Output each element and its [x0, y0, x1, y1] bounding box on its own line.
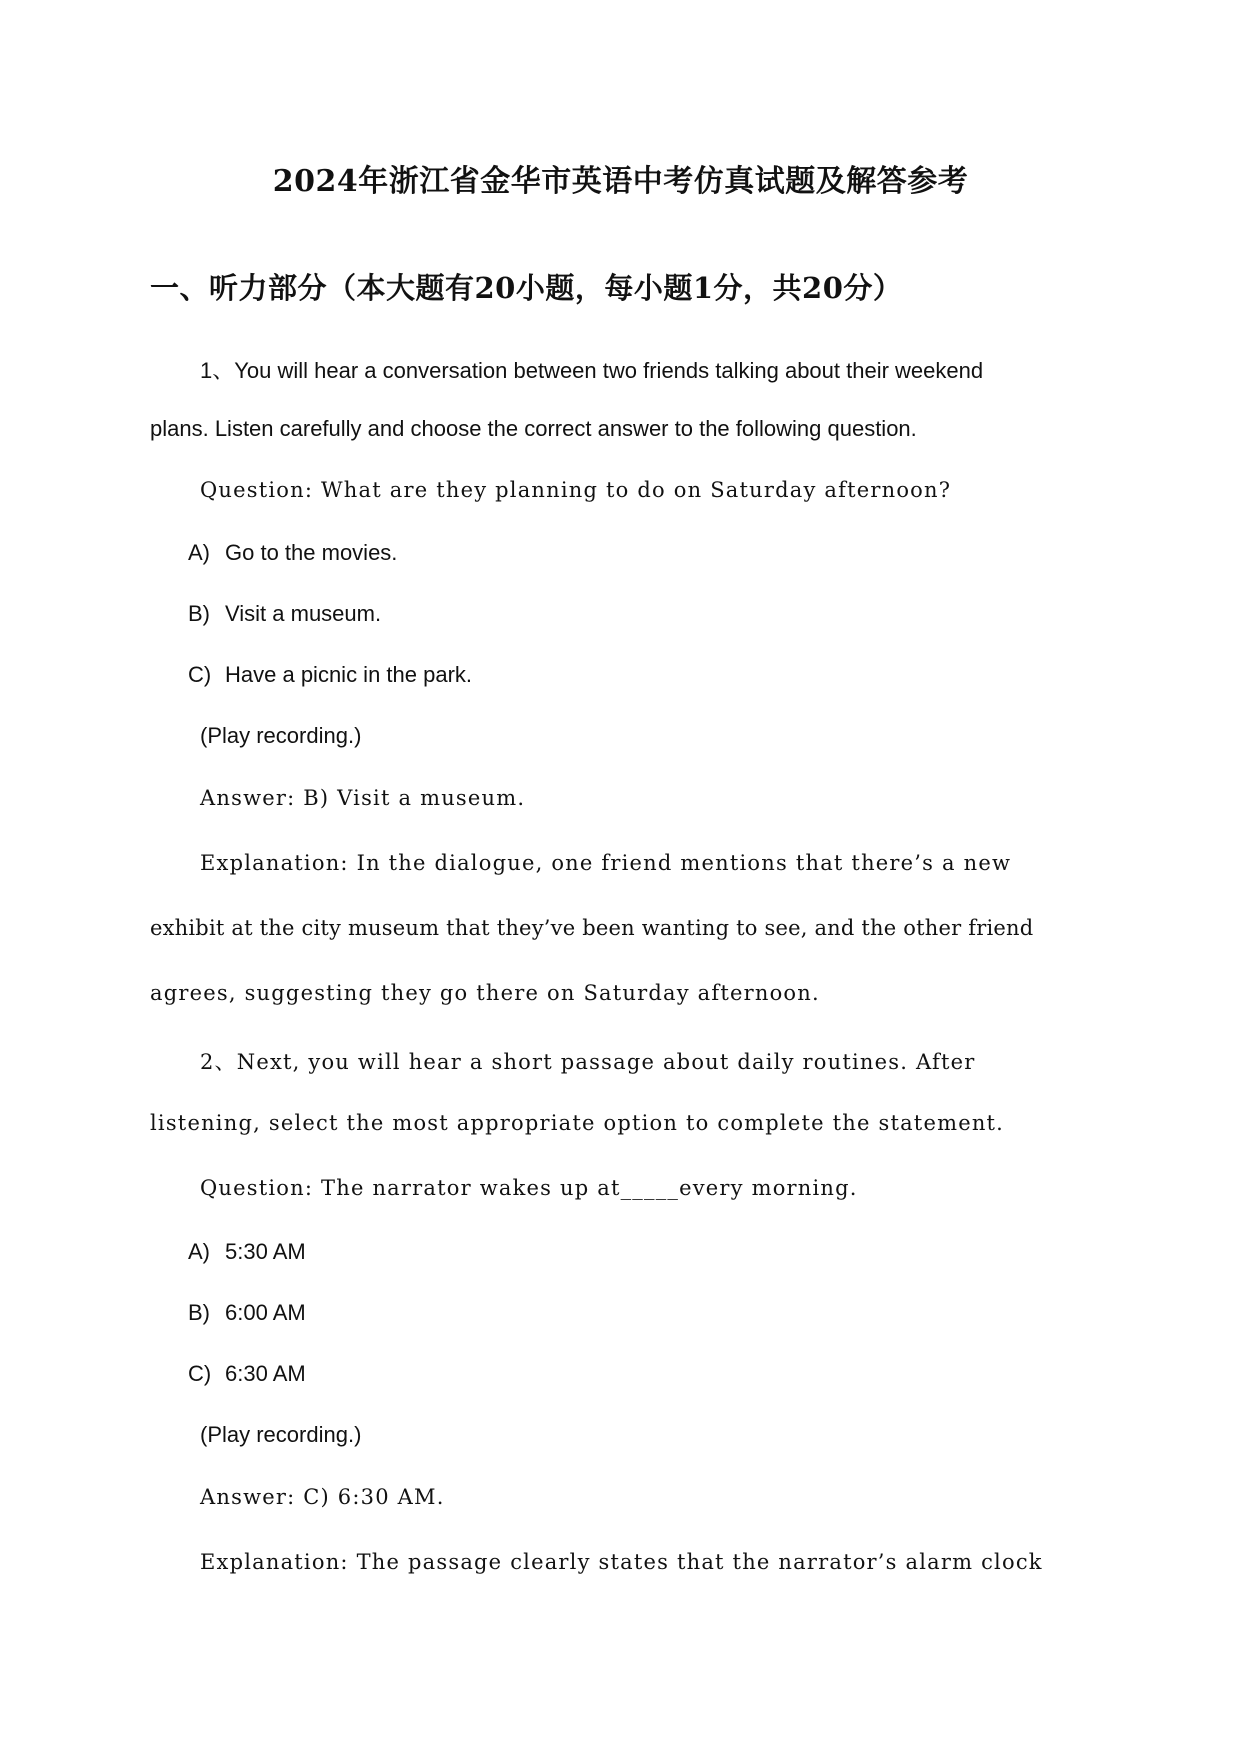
- q1-explanation-line-1: Explanation: In the dialogue, one friend mentions that there’s a new: [200, 851, 1012, 875]
- q2-option-c: [188, 1361, 306, 1387]
- q1-play-recording: (Play recording.): [200, 723, 362, 748]
- option-letter: B): [188, 601, 210, 626]
- q2-question: Question: The narrator wakes up at_____every morning.: [200, 1176, 858, 1200]
- option-text: Go to the movies.: [225, 540, 398, 565]
- q1-option-c: [188, 662, 472, 688]
- section-heading: 一、听力部分（本大题有20小题，每小题1分，共20分）: [150, 271, 903, 305]
- q1-intro-line-1: 1、You will hear a conversation between two friends talking about their weekend: [200, 358, 984, 383]
- option-text: 5:30 AM: [225, 1239, 306, 1264]
- option-text: Have a picnic in the park.: [225, 662, 473, 687]
- q1-question: Question: What are they planning to do on Saturday afternoon?: [200, 478, 952, 502]
- q2-explanation-line-1: Explanation: The passage clearly states that the narrator’s alarm clock: [200, 1550, 1043, 1574]
- option-letter: B): [188, 1300, 210, 1325]
- q2-intro-line-1: 2、Next, you will hear a short passage about daily routines. After: [200, 1050, 976, 1074]
- q1-option-a: [188, 540, 397, 566]
- q1-intro-line-2: plans. Listen carefully and choose the correct answer to the following question.: [150, 416, 917, 441]
- option-text: 6:30 AM: [225, 1361, 306, 1386]
- q2-intro-line-2: listening, select the most appropriate option to complete the statement.: [150, 1111, 1005, 1135]
- option-letter: C): [188, 662, 212, 687]
- option-letter: C): [188, 1361, 212, 1386]
- option-letter: A): [188, 540, 210, 565]
- option-letter: A): [188, 1239, 210, 1264]
- option-text: 6:00 AM: [225, 1300, 306, 1325]
- q1-answer: Answer: B) Visit a museum.: [200, 786, 526, 810]
- document-title: 2024年浙江省金华市英语中考仿真试题及解答参考: [272, 164, 969, 199]
- q1-explanation-line-3: agrees, suggesting they go there on Saturday afternoon.: [150, 981, 820, 1005]
- option-text: Visit a museum.: [225, 601, 382, 626]
- q2-option-a: [188, 1239, 306, 1265]
- q1-explanation-line-2: exhibit at the city museum that they’ve been wanting to see, and the other friend: [150, 916, 1034, 940]
- q2-answer: Answer: C) 6:30 AM.: [200, 1485, 445, 1509]
- q1-option-b: [188, 601, 381, 627]
- q2-option-b: [188, 1300, 306, 1326]
- q2-play-recording: (Play recording.): [200, 1422, 362, 1447]
